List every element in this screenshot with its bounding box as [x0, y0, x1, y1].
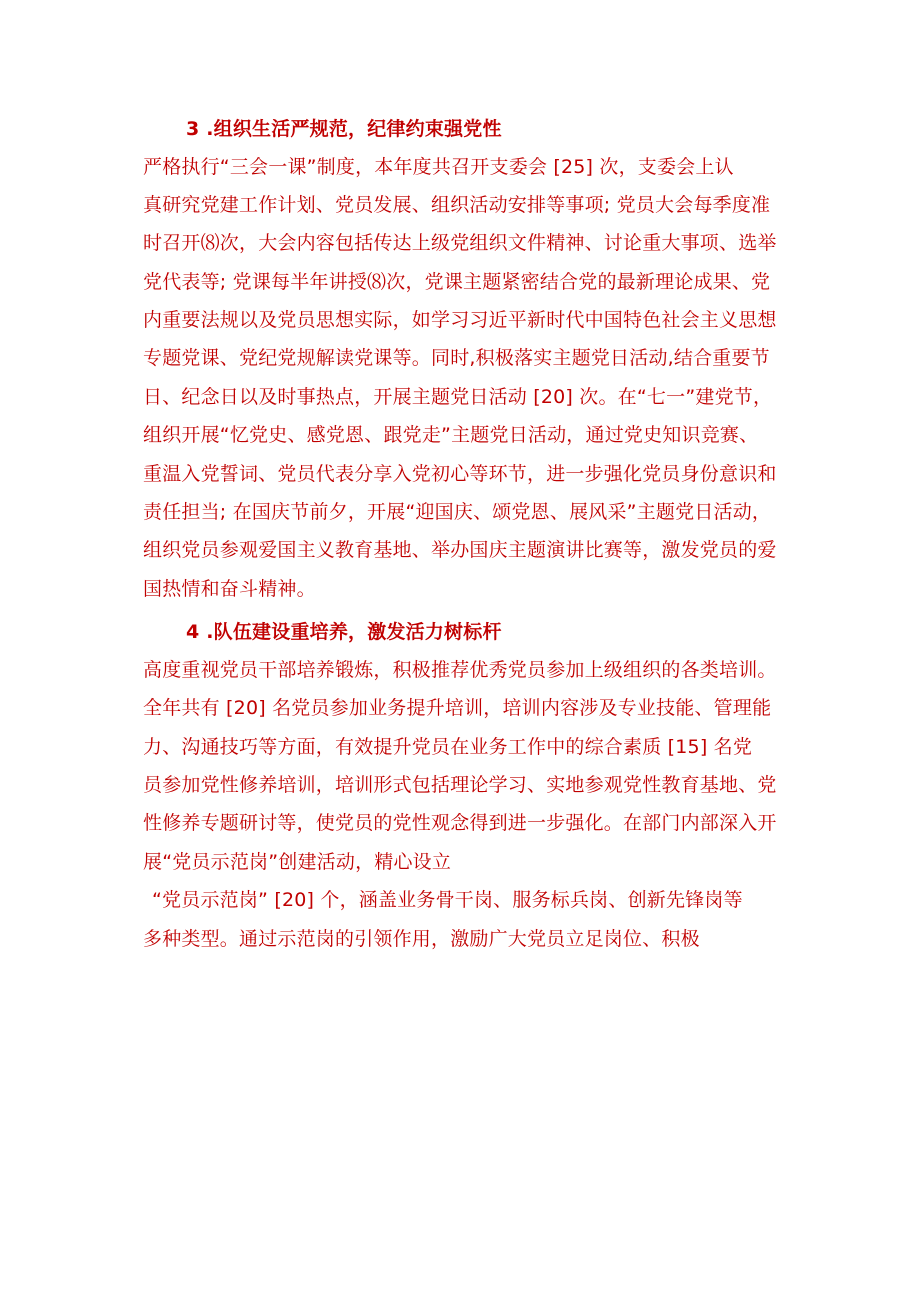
section-3-line-2: 真研究党建工作计划、党员发展、组织活动安排等事项; 党员大会每季度准	[143, 194, 771, 216]
section-4-line-6: 展“党员示范岗”创建活动，精心设立	[143, 851, 452, 873]
section-4-line-8: 多种类型。通过示范岗的引领作用，激励广大党员立足岗位、积极	[143, 928, 700, 950]
section-3-line-9: 重温入党誓词、党员代表分享入党初心等环节，进一步强化党员身份意识和	[143, 463, 777, 485]
section-3-heading: 3 .组织生活严规范，纪律约束强党性	[186, 118, 502, 140]
section-4-line-3: 力、沟通技巧等方面，有效提升党员在业务工作中的综合素质 [15] 名党	[143, 736, 753, 758]
section-3-line-4: 党代表等; 党课每半年讲授⑻次，党课主题紧密结合党的最新理论成果、党	[143, 271, 771, 293]
section-3-line-7: 日、纪念日以及时事热点，开展主题党日活动 [20] 次。在“七一”建党节，	[143, 386, 773, 408]
section-3-line-10: 责任担当; 在国庆节前夕，开展“迎国庆、颂党恩、展风采”主题党日活动，	[143, 501, 772, 523]
section-3-line-6: 专题党课、党纪党规解读党课等。同时,积极落实主题党日活动,结合重要节	[143, 347, 770, 369]
section-4-line-4: 员参加党性修养培训，培训形式包括理论学习、实地参观党性教育基地、党	[143, 774, 777, 796]
section-3-line-3: 时召开⑻次，大会内容包括传达上级党组织文件精神、讨论重大事项、选举	[143, 232, 777, 254]
section-4-line-7: “党员示范岗” [20] 个，涵盖业务骨干岗、服务标兵岗、创新先锋岗等	[152, 889, 743, 911]
section-4-line-2: 全年共有 [20] 名党员参加业务提升培训，培训内容涉及专业技能、管理能	[143, 697, 772, 719]
section-4-heading: 4 .队伍建设重培养，激发活力树标杆	[186, 621, 502, 643]
section-3-line-12: 国热情和奋斗精神。	[143, 578, 316, 600]
section-3-line-8: 组织开展“忆党史、感党恩、跟党走”主题党日活动，通过党史知识竞赛、	[143, 424, 759, 446]
section-3-line-1: 严格执行“三会一课”制度，本年度共召开支委会 [25] 次，支委会上认	[143, 156, 734, 178]
section-3-line-5: 内重要法规以及党员思想实际，如学习习近平新时代中国特色社会主义思想	[143, 309, 777, 331]
section-3-line-11: 组织党员参观爱国主义教育基地、举办国庆主题演讲比赛等，激发党员的爱	[143, 539, 777, 561]
section-4-line-1: 高度重视党员干部培养锻炼，积极推荐优秀党员参加上级组织的各类培训。	[143, 659, 777, 681]
section-4-line-5: 性修养专题研讨等，使党员的党性观念得到进一步强化。在部门内部深入开	[143, 812, 777, 834]
